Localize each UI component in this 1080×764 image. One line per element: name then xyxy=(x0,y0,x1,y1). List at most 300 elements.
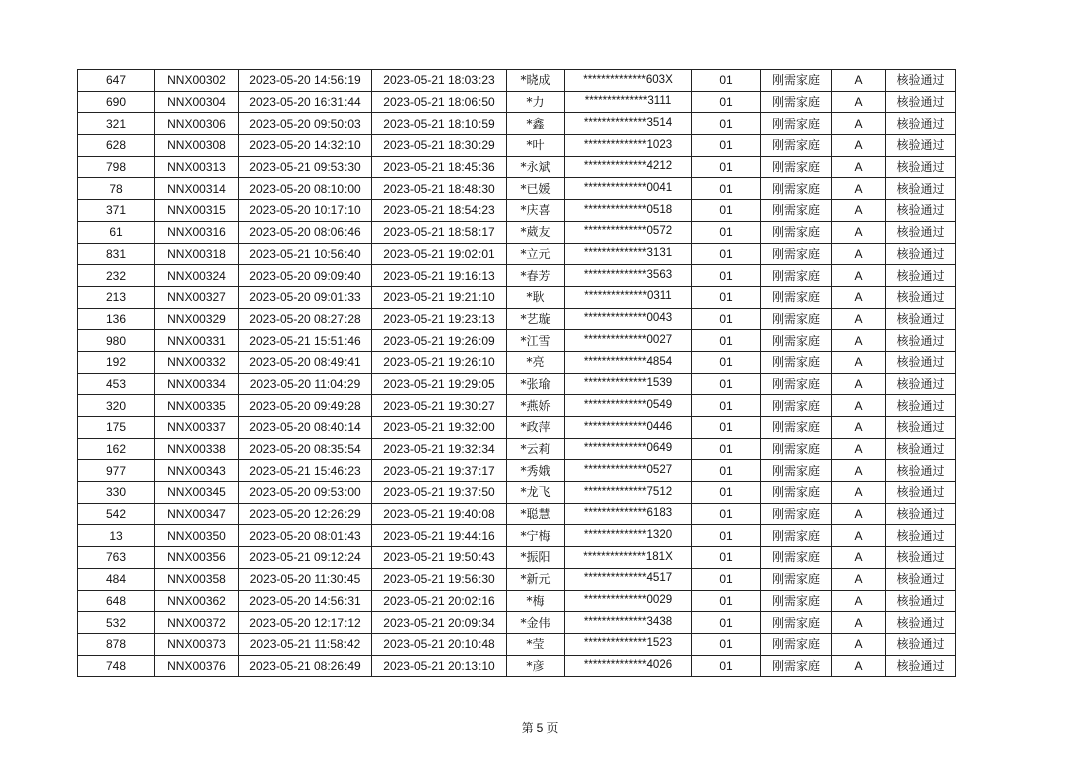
table-row xyxy=(78,633,956,655)
cell-applicant-name: *云莉 xyxy=(507,438,565,460)
cell-applicant-name: *葳友 xyxy=(507,221,565,243)
cell-submitted-time: 2023-05-21 08:26:49 xyxy=(239,655,372,677)
cell-grade: A xyxy=(832,590,886,612)
cell-submitted-time: 2023-05-20 09:50:03 xyxy=(239,113,372,135)
cell-code: NNX00332 xyxy=(155,351,239,373)
cell-applicant-name: *鑫 xyxy=(507,113,565,135)
cell-status: 核验通过 xyxy=(886,70,956,92)
cell-seq: 628 xyxy=(78,135,155,157)
cell-submitted-time: 2023-05-21 11:58:42 xyxy=(239,633,372,655)
cell-submitted-time: 2023-05-20 11:30:45 xyxy=(239,568,372,590)
cell-id-number: **************3563 xyxy=(565,265,692,287)
cell-status: 核验通过 xyxy=(886,373,956,395)
cell-type-code: 01 xyxy=(692,547,761,569)
cell-status: 核验通过 xyxy=(886,351,956,373)
cell-id-number: **************1523 xyxy=(565,633,692,655)
cell-submitted-time: 2023-05-20 14:56:31 xyxy=(239,590,372,612)
cell-type-code: 01 xyxy=(692,243,761,265)
cell-verified-time: 2023-05-21 19:32:34 xyxy=(372,438,507,460)
cell-applicant-name: *江雪 xyxy=(507,330,565,352)
cell-applicant-name: *张瑜 xyxy=(507,373,565,395)
cell-seq: 175 xyxy=(78,417,155,439)
cell-code: NNX00308 xyxy=(155,135,239,157)
cell-status: 核验通过 xyxy=(886,308,956,330)
cell-category: 刚需家庭 xyxy=(761,590,832,612)
cell-id-number: **************4212 xyxy=(565,156,692,178)
cell-verified-time: 2023-05-21 20:02:16 xyxy=(372,590,507,612)
cell-applicant-name: *龙飞 xyxy=(507,482,565,504)
cell-submitted-time: 2023-05-20 08:10:00 xyxy=(239,178,372,200)
cell-verified-time: 2023-05-21 19:23:13 xyxy=(372,308,507,330)
cell-category: 刚需家庭 xyxy=(761,417,832,439)
cell-code: NNX00376 xyxy=(155,655,239,677)
cell-code: NNX00318 xyxy=(155,243,239,265)
cell-status: 核验通过 xyxy=(886,590,956,612)
cell-verified-time: 2023-05-21 20:09:34 xyxy=(372,612,507,634)
table-row xyxy=(78,286,956,308)
cell-applicant-name: *力 xyxy=(507,91,565,113)
cell-code: NNX00304 xyxy=(155,91,239,113)
cell-verified-time: 2023-05-21 19:37:17 xyxy=(372,460,507,482)
cell-applicant-name: *梅 xyxy=(507,590,565,612)
cell-type-code: 01 xyxy=(692,503,761,525)
cell-type-code: 01 xyxy=(692,91,761,113)
cell-id-number: **************0549 xyxy=(565,395,692,417)
cell-id-number: **************1539 xyxy=(565,373,692,395)
cell-grade: A xyxy=(832,568,886,590)
cell-code: NNX00324 xyxy=(155,265,239,287)
results-sheet xyxy=(77,69,956,677)
cell-applicant-name: *金伟 xyxy=(507,612,565,634)
cell-verified-time: 2023-05-21 19:30:27 xyxy=(372,395,507,417)
cell-category: 刚需家庭 xyxy=(761,113,832,135)
cell-seq: 136 xyxy=(78,308,155,330)
table-row xyxy=(78,547,956,569)
cell-type-code: 01 xyxy=(692,308,761,330)
cell-category: 刚需家庭 xyxy=(761,221,832,243)
cell-submitted-time: 2023-05-20 10:17:10 xyxy=(239,200,372,222)
cell-id-number: **************3438 xyxy=(565,612,692,634)
table-row xyxy=(78,482,956,504)
cell-type-code: 01 xyxy=(692,351,761,373)
cell-verified-time: 2023-05-21 18:06:50 xyxy=(372,91,507,113)
table-row xyxy=(78,438,956,460)
cell-code: NNX00334 xyxy=(155,373,239,395)
cell-category: 刚需家庭 xyxy=(761,395,832,417)
cell-grade: A xyxy=(832,286,886,308)
cell-type-code: 01 xyxy=(692,417,761,439)
cell-submitted-time: 2023-05-20 11:04:29 xyxy=(239,373,372,395)
cell-submitted-time: 2023-05-20 09:09:40 xyxy=(239,265,372,287)
table-row xyxy=(78,417,956,439)
cell-submitted-time: 2023-05-20 08:27:28 xyxy=(239,308,372,330)
table-row xyxy=(78,568,956,590)
page-footer xyxy=(0,719,1080,736)
cell-seq: 648 xyxy=(78,590,155,612)
cell-id-number: **************0649 xyxy=(565,438,692,460)
cell-grade: A xyxy=(832,438,886,460)
cell-seq: 61 xyxy=(78,221,155,243)
cell-type-code: 01 xyxy=(692,395,761,417)
table-row xyxy=(78,655,956,677)
cell-status: 核验通过 xyxy=(886,568,956,590)
table-row xyxy=(78,221,956,243)
cell-applicant-name: *燕娇 xyxy=(507,395,565,417)
cell-status: 核验通过 xyxy=(886,612,956,634)
cell-verified-time: 2023-05-21 19:16:13 xyxy=(372,265,507,287)
cell-category: 刚需家庭 xyxy=(761,243,832,265)
cell-category: 刚需家庭 xyxy=(761,156,832,178)
cell-applicant-name: *彦 xyxy=(507,655,565,677)
cell-id-number: **************4854 xyxy=(565,351,692,373)
table-row xyxy=(78,460,956,482)
cell-submitted-time: 2023-05-21 10:56:40 xyxy=(239,243,372,265)
cell-submitted-time: 2023-05-20 09:49:28 xyxy=(239,395,372,417)
cell-grade: A xyxy=(832,265,886,287)
cell-code: NNX00358 xyxy=(155,568,239,590)
cell-id-number: **************0572 xyxy=(565,221,692,243)
cell-code: NNX00335 xyxy=(155,395,239,417)
cell-id-number: **************1023 xyxy=(565,135,692,157)
cell-seq: 232 xyxy=(78,265,155,287)
cell-category: 刚需家庭 xyxy=(761,135,832,157)
cell-verified-time: 2023-05-21 18:30:29 xyxy=(372,135,507,157)
cell-category: 刚需家庭 xyxy=(761,482,832,504)
cell-type-code: 01 xyxy=(692,221,761,243)
cell-category: 刚需家庭 xyxy=(761,655,832,677)
cell-submitted-time: 2023-05-20 16:31:44 xyxy=(239,91,372,113)
cell-id-number: **************0043 xyxy=(565,308,692,330)
cell-verified-time: 2023-05-21 19:40:08 xyxy=(372,503,507,525)
cell-verified-time: 2023-05-21 18:54:23 xyxy=(372,200,507,222)
cell-seq: 321 xyxy=(78,113,155,135)
cell-verified-time: 2023-05-21 18:58:17 xyxy=(372,221,507,243)
cell-code: NNX00343 xyxy=(155,460,239,482)
cell-applicant-name: *立元 xyxy=(507,243,565,265)
cell-submitted-time: 2023-05-20 08:06:46 xyxy=(239,221,372,243)
cell-seq: 213 xyxy=(78,286,155,308)
table-body xyxy=(78,70,956,677)
cell-category: 刚需家庭 xyxy=(761,70,832,92)
cell-submitted-time: 2023-05-21 09:12:24 xyxy=(239,547,372,569)
page-suffix: 页 xyxy=(546,721,559,735)
cell-grade: A xyxy=(832,395,886,417)
cell-status: 核验通过 xyxy=(886,547,956,569)
cell-category: 刚需家庭 xyxy=(761,330,832,352)
cell-applicant-name: *春芳 xyxy=(507,265,565,287)
cell-verified-time: 2023-05-21 20:10:48 xyxy=(372,633,507,655)
cell-grade: A xyxy=(832,113,886,135)
cell-grade: A xyxy=(832,91,886,113)
cell-grade: A xyxy=(832,308,886,330)
cell-category: 刚需家庭 xyxy=(761,200,832,222)
cell-verified-time: 2023-05-21 18:10:59 xyxy=(372,113,507,135)
cell-submitted-time: 2023-05-20 08:40:14 xyxy=(239,417,372,439)
cell-seq: 977 xyxy=(78,460,155,482)
cell-category: 刚需家庭 xyxy=(761,612,832,634)
cell-seq: 13 xyxy=(78,525,155,547)
cell-seq: 192 xyxy=(78,351,155,373)
cell-id-number: **************4026 xyxy=(565,655,692,677)
cell-code: NNX00347 xyxy=(155,503,239,525)
cell-seq: 831 xyxy=(78,243,155,265)
cell-applicant-name: *叶 xyxy=(507,135,565,157)
cell-seq: 371 xyxy=(78,200,155,222)
cell-applicant-name: *秀娥 xyxy=(507,460,565,482)
cell-grade: A xyxy=(832,70,886,92)
cell-seq: 647 xyxy=(78,70,155,92)
cell-category: 刚需家庭 xyxy=(761,373,832,395)
cell-type-code: 01 xyxy=(692,113,761,135)
cell-applicant-name: *永斌 xyxy=(507,156,565,178)
cell-type-code: 01 xyxy=(692,438,761,460)
cell-seq: 330 xyxy=(78,482,155,504)
cell-code: NNX00373 xyxy=(155,633,239,655)
cell-grade: A xyxy=(832,482,886,504)
cell-type-code: 01 xyxy=(692,460,761,482)
cell-category: 刚需家庭 xyxy=(761,460,832,482)
cell-submitted-time: 2023-05-20 08:01:43 xyxy=(239,525,372,547)
cell-applicant-name: *亮 xyxy=(507,351,565,373)
cell-id-number: **************3111 xyxy=(565,91,692,113)
cell-status: 核验通过 xyxy=(886,178,956,200)
table-row xyxy=(78,525,956,547)
cell-submitted-time: 2023-05-21 15:51:46 xyxy=(239,330,372,352)
cell-id-number: **************0311 xyxy=(565,286,692,308)
cell-seq: 320 xyxy=(78,395,155,417)
cell-applicant-name: *庆喜 xyxy=(507,200,565,222)
cell-code: NNX00302 xyxy=(155,70,239,92)
cell-grade: A xyxy=(832,330,886,352)
cell-code: NNX00331 xyxy=(155,330,239,352)
cell-status: 核验通过 xyxy=(886,655,956,677)
cell-submitted-time: 2023-05-20 12:26:29 xyxy=(239,503,372,525)
cell-code: NNX00345 xyxy=(155,482,239,504)
cell-category: 刚需家庭 xyxy=(761,265,832,287)
cell-id-number: **************0527 xyxy=(565,460,692,482)
cell-type-code: 01 xyxy=(692,482,761,504)
cell-applicant-name: *宁梅 xyxy=(507,525,565,547)
cell-id-number: **************0029 xyxy=(565,590,692,612)
cell-code: NNX00356 xyxy=(155,547,239,569)
cell-grade: A xyxy=(832,243,886,265)
cell-type-code: 01 xyxy=(692,612,761,634)
cell-type-code: 01 xyxy=(692,265,761,287)
cell-verified-time: 2023-05-21 19:26:09 xyxy=(372,330,507,352)
cell-grade: A xyxy=(832,612,886,634)
cell-type-code: 01 xyxy=(692,633,761,655)
cell-submitted-time: 2023-05-20 14:56:19 xyxy=(239,70,372,92)
cell-applicant-name: *莹 xyxy=(507,633,565,655)
cell-status: 核验通过 xyxy=(886,200,956,222)
cell-verified-time: 2023-05-21 19:21:10 xyxy=(372,286,507,308)
cell-submitted-time: 2023-05-20 09:53:00 xyxy=(239,482,372,504)
cell-seq: 878 xyxy=(78,633,155,655)
cell-code: NNX00327 xyxy=(155,286,239,308)
cell-grade: A xyxy=(832,417,886,439)
cell-category: 刚需家庭 xyxy=(761,503,832,525)
cell-id-number: **************4517 xyxy=(565,568,692,590)
cell-grade: A xyxy=(832,547,886,569)
cell-seq: 748 xyxy=(78,655,155,677)
cell-seq: 542 xyxy=(78,503,155,525)
cell-submitted-time: 2023-05-20 09:01:33 xyxy=(239,286,372,308)
cell-code: NNX00313 xyxy=(155,156,239,178)
cell-verified-time: 2023-05-21 18:03:23 xyxy=(372,70,507,92)
page-prefix: 第 xyxy=(521,721,534,735)
cell-submitted-time: 2023-05-20 12:17:12 xyxy=(239,612,372,634)
cell-verified-time: 2023-05-21 19:26:10 xyxy=(372,351,507,373)
cell-id-number: **************6183 xyxy=(565,503,692,525)
table-row xyxy=(78,503,956,525)
cell-verified-time: 2023-05-21 18:48:30 xyxy=(372,178,507,200)
cell-id-number: **************3131 xyxy=(565,243,692,265)
cell-seq: 484 xyxy=(78,568,155,590)
cell-status: 核验通过 xyxy=(886,265,956,287)
cell-applicant-name: *振阳 xyxy=(507,547,565,569)
cell-type-code: 01 xyxy=(692,70,761,92)
cell-status: 核验通过 xyxy=(886,395,956,417)
cell-submitted-time: 2023-05-20 08:35:54 xyxy=(239,438,372,460)
cell-category: 刚需家庭 xyxy=(761,351,832,373)
cell-seq: 453 xyxy=(78,373,155,395)
table-row xyxy=(78,308,956,330)
cell-type-code: 01 xyxy=(692,568,761,590)
table-row xyxy=(78,330,956,352)
cell-applicant-name: *新元 xyxy=(507,568,565,590)
cell-status: 核验通过 xyxy=(886,503,956,525)
cell-seq: 980 xyxy=(78,330,155,352)
cell-type-code: 01 xyxy=(692,156,761,178)
cell-status: 核验通过 xyxy=(886,482,956,504)
cell-grade: A xyxy=(832,135,886,157)
cell-status: 核验通过 xyxy=(886,243,956,265)
cell-category: 刚需家庭 xyxy=(761,91,832,113)
cell-status: 核验通过 xyxy=(886,460,956,482)
cell-submitted-time: 2023-05-21 09:53:30 xyxy=(239,156,372,178)
cell-verified-time: 2023-05-21 20:13:10 xyxy=(372,655,507,677)
cell-applicant-name: *晓成 xyxy=(507,70,565,92)
cell-grade: A xyxy=(832,655,886,677)
cell-code: NNX00337 xyxy=(155,417,239,439)
cell-id-number: **************0027 xyxy=(565,330,692,352)
cell-category: 刚需家庭 xyxy=(761,178,832,200)
cell-applicant-name: *政萍 xyxy=(507,417,565,439)
cell-type-code: 01 xyxy=(692,590,761,612)
cell-grade: A xyxy=(832,351,886,373)
cell-id-number: **************181X xyxy=(565,547,692,569)
cell-seq: 798 xyxy=(78,156,155,178)
cell-type-code: 01 xyxy=(692,525,761,547)
cell-seq: 532 xyxy=(78,612,155,634)
cell-id-number: **************0446 xyxy=(565,417,692,439)
cell-grade: A xyxy=(832,200,886,222)
cell-type-code: 01 xyxy=(692,373,761,395)
table-row xyxy=(78,351,956,373)
cell-grade: A xyxy=(832,633,886,655)
cell-grade: A xyxy=(832,525,886,547)
cell-type-code: 01 xyxy=(692,330,761,352)
cell-applicant-name: *耿 xyxy=(507,286,565,308)
cell-category: 刚需家庭 xyxy=(761,633,832,655)
cell-status: 核验通过 xyxy=(886,221,956,243)
cell-verified-time: 2023-05-21 19:02:01 xyxy=(372,243,507,265)
cell-code: NNX00306 xyxy=(155,113,239,135)
cell-grade: A xyxy=(832,460,886,482)
cell-category: 刚需家庭 xyxy=(761,438,832,460)
cell-status: 核验通过 xyxy=(886,525,956,547)
cell-grade: A xyxy=(832,503,886,525)
cell-status: 核验通过 xyxy=(886,91,956,113)
cell-code: NNX00314 xyxy=(155,178,239,200)
cell-verified-time: 2023-05-21 19:32:00 xyxy=(372,417,507,439)
cell-id-number: **************0041 xyxy=(565,178,692,200)
cell-submitted-time: 2023-05-20 08:49:41 xyxy=(239,351,372,373)
table-row xyxy=(78,590,956,612)
cell-submitted-time: 2023-05-20 14:32:10 xyxy=(239,135,372,157)
cell-status: 核验通过 xyxy=(886,438,956,460)
table-row xyxy=(78,265,956,287)
cell-verified-time: 2023-05-21 19:29:05 xyxy=(372,373,507,395)
table-row xyxy=(78,612,956,634)
cell-id-number: **************1320 xyxy=(565,525,692,547)
cell-seq: 690 xyxy=(78,91,155,113)
cell-category: 刚需家庭 xyxy=(761,568,832,590)
cell-category: 刚需家庭 xyxy=(761,547,832,569)
cell-status: 核验通过 xyxy=(886,286,956,308)
cell-applicant-name: *聪慧 xyxy=(507,503,565,525)
cell-applicant-name: *已媛 xyxy=(507,178,565,200)
cell-category: 刚需家庭 xyxy=(761,286,832,308)
cell-verified-time: 2023-05-21 18:45:36 xyxy=(372,156,507,178)
cell-seq: 162 xyxy=(78,438,155,460)
cell-id-number: **************0518 xyxy=(565,200,692,222)
cell-category: 刚需家庭 xyxy=(761,525,832,547)
cell-grade: A xyxy=(832,156,886,178)
cell-status: 核验通过 xyxy=(886,330,956,352)
cell-status: 核验通过 xyxy=(886,135,956,157)
cell-id-number: **************603X xyxy=(565,70,692,92)
cell-type-code: 01 xyxy=(692,655,761,677)
cell-verified-time: 2023-05-21 19:37:50 xyxy=(372,482,507,504)
table-row xyxy=(78,91,956,113)
cell-seq: 78 xyxy=(78,178,155,200)
cell-status: 核验通过 xyxy=(886,633,956,655)
cell-code: NNX00362 xyxy=(155,590,239,612)
table-row xyxy=(78,178,956,200)
verification-table xyxy=(77,69,956,677)
table-row xyxy=(78,200,956,222)
cell-id-number: **************3514 xyxy=(565,113,692,135)
cell-status: 核验通过 xyxy=(886,156,956,178)
page-number: 5 xyxy=(536,721,544,735)
cell-verified-time: 2023-05-21 19:50:43 xyxy=(372,547,507,569)
table-row xyxy=(78,243,956,265)
table-row xyxy=(78,70,956,92)
cell-type-code: 01 xyxy=(692,200,761,222)
cell-applicant-name: *艺璇 xyxy=(507,308,565,330)
cell-code: NNX00316 xyxy=(155,221,239,243)
table-row xyxy=(78,135,956,157)
cell-grade: A xyxy=(832,221,886,243)
cell-grade: A xyxy=(832,178,886,200)
cell-grade: A xyxy=(832,373,886,395)
cell-code: NNX00350 xyxy=(155,525,239,547)
cell-id-number: **************7512 xyxy=(565,482,692,504)
table-row xyxy=(78,156,956,178)
cell-type-code: 01 xyxy=(692,178,761,200)
table-row xyxy=(78,395,956,417)
